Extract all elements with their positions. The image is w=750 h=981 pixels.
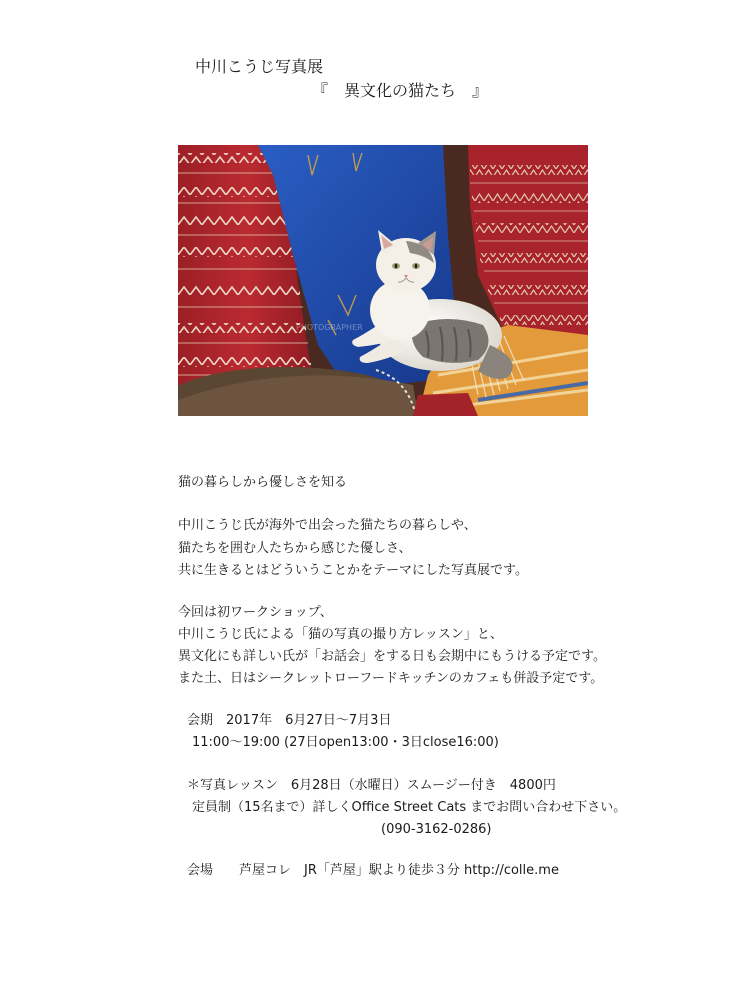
- lesson-info: ＊写真レッスン 6月28日（水曜日）スムージー付き 4800円: [187, 778, 556, 793]
- page-title: 中川こうじ写真展: [195, 57, 324, 76]
- photo-watermark: PHOTOGRAPHER: [296, 323, 363, 332]
- schedule-period: 会期 2017年 6月27日〜7月3日: [187, 713, 392, 728]
- schedule-hours: 11:00〜19:00 (27日open13:00・3日close16:00): [192, 735, 499, 750]
- tagline: 猫の暮らしから優しさを知る: [178, 475, 348, 490]
- page-subtitle: 『 異文化の猫たち 』: [312, 81, 489, 100]
- details-line-1: 今回は初ワークショップ、: [178, 605, 333, 620]
- intro-line-1: 中川こうじ氏が海外で出会った猫たちの暮らしや、: [178, 518, 477, 533]
- cat-on-rugs-illustration: [178, 145, 588, 416]
- lesson-phone: (090-3162-0286): [381, 822, 492, 837]
- intro-line-2: 猫たちを囲む人たちから感じた優しさ、: [178, 541, 412, 556]
- venue-info: 会場 芦屋コレ JR「芦屋」駅より徒歩３分 http://colle.me: [187, 863, 559, 878]
- details-line-3: 異文化にも詳しい氏が「お話会」をする日も会期中にもうける予定です。: [178, 649, 606, 664]
- lesson-contact: 定員制（15名まで）詳しくOffice Street Cats までお問い合わせ下さい。: [192, 800, 627, 815]
- details-line-4: また土、日はシークレットローフードキッチンのカフェも併設予定です。: [178, 671, 604, 686]
- details-line-2: 中川こうじ氏による「猫の写真の撮り方レッスン」と、: [178, 627, 503, 642]
- cat-photo: [178, 145, 588, 416]
- intro-line-3: 共に生きるとはどういうことかをテーマにした写真展です。: [178, 563, 528, 578]
